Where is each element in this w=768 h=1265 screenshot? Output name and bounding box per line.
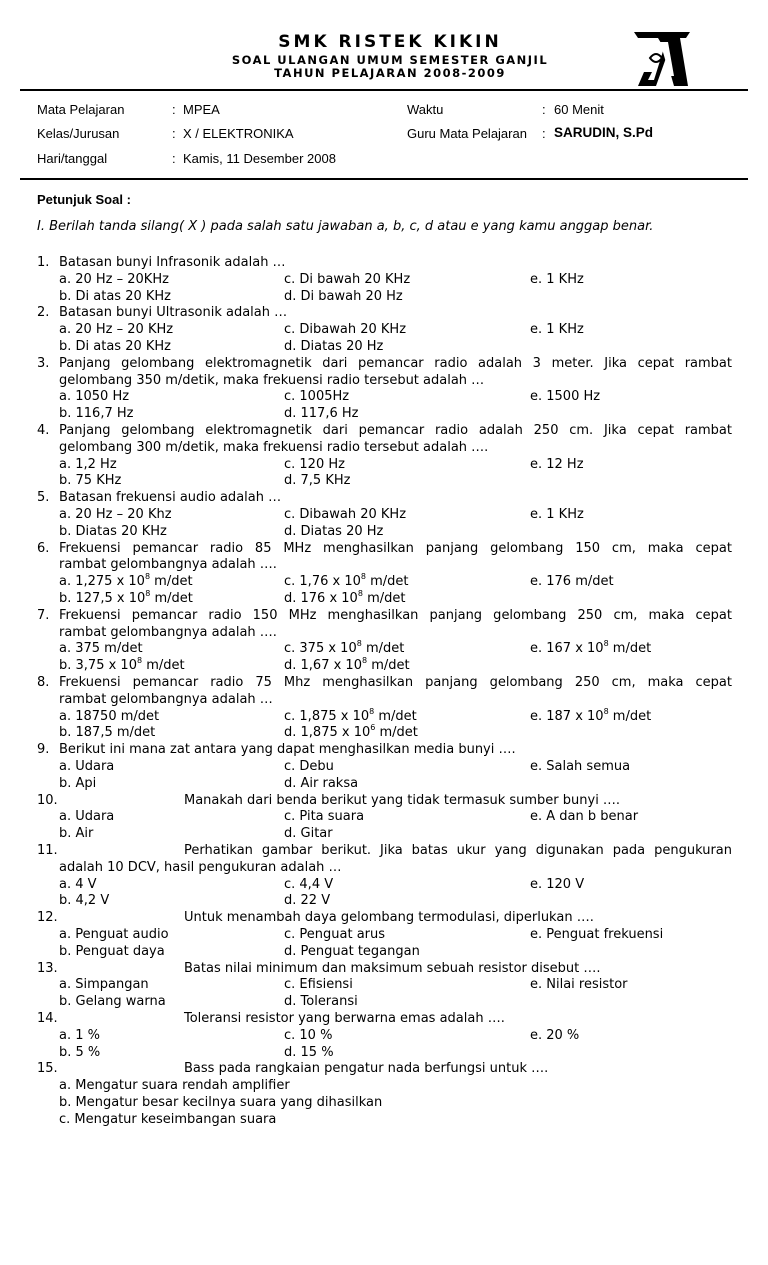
option-d [284,473,350,488]
option-d-text: d. 15 % [284,1044,334,1060]
option-d-unit: m/det [362,591,406,606]
option-a [59,809,114,824]
time-value: 60 Menit [554,102,604,117]
option-d-text: d. Di bawah 20 Hz [284,288,403,304]
option-b-text: b. 3,75 x 10 [59,658,137,674]
question-text-line2: gelombang 350 m/detik, maka frekuensi radio tersebut adalah … [59,372,485,388]
question-text: Batasan frekuensi audio adalah … [59,490,282,506]
question-text: Batasan bunyi Infrasonik adalah … [59,255,286,270]
option-e-text: e. 20 % [530,1027,580,1043]
option-b-text: b. 187,5 m/det [59,725,156,741]
option-b [59,289,171,304]
option-a-text: a. Penguat audio [59,927,169,942]
option-b [59,776,96,791]
question-number: 7. [37,607,50,623]
option-d [284,893,330,908]
option-e-exponent: 8 [603,706,609,716]
option-c [284,457,345,472]
option-a-text: a. 1,275 x 10 [59,574,145,590]
option-b [59,893,109,908]
option-c-text: c. Dibawah 20 KHz [284,507,407,522]
option-d-text: d. 1,67 x 10 [284,658,362,674]
option-a [59,709,159,724]
option-d-text: d. 1,875 x 10 [284,725,371,741]
option-c-text: c. 1005Hz [284,389,350,405]
option-a-text: a. 18750 m/det [59,708,160,724]
option-d-text: d. Toleransi [284,994,358,1010]
option-b-exponent: 8 [145,589,151,598]
option-b-text: b. 127,5 x 10 [59,591,146,606]
question-text-line1: Perhatikan gambar berikut. Jika batas ukur yang digunakan pada pengukuran [184,843,732,858]
academic-year: TAHUN PELAJARAN 2008-2009 [274,66,506,80]
option-b [59,524,167,539]
time-sep: : [542,102,546,117]
option-c-unit: m/det [374,708,417,724]
option-a [59,507,172,522]
teacher-value: SARUDIN, S.Pd [554,125,654,140]
option-d [284,725,418,740]
question-text-line1: Frekuensi pemancar radio 150 MHz menghasilkan panjang gelombang 250 cm, maka cepat [59,607,732,623]
option-a [59,1078,290,1093]
option-b [59,994,166,1009]
school-logo-icon [630,28,694,90]
question-number: 3. [37,355,50,371]
question-number: 9. [37,742,50,758]
option-b-unit: m/det [142,658,185,674]
subject-label: Mata Pelajaran [37,102,125,117]
option-e [530,1028,579,1043]
option-d-exponent: 8 [361,656,368,666]
option-e [530,977,628,992]
option-e [530,507,584,522]
option-b [59,473,121,488]
option-d [284,406,358,421]
school-name: SMK RISTEK KIKIN [278,32,502,52]
option-a [59,977,149,992]
option-c-text: c. 1,76 x 10 [284,574,361,590]
option-a-text: a. Mengatur suara rendah amplifier [59,1078,290,1094]
option-d [284,658,410,673]
option-b-text: b. 5 % [59,1044,101,1060]
option-c [59,1112,276,1127]
option-c-exponent: 8 [360,572,366,582]
subject-value: MPEA [183,102,220,117]
teacher-sep: : [542,126,546,141]
date-value: Kamis, 11 Desember 2008 [183,151,336,166]
question-number: 13. [37,960,58,976]
option-e [530,457,584,472]
option-a [59,574,193,589]
option-d [284,524,383,539]
option-a-text: a. 20 Hz – 20 KHz [59,322,174,338]
class-label: Kelas/Jurusan [37,126,120,141]
option-d-text: d. 22 V [284,893,331,909]
teacher-label: Guru Mata Pelajaran [407,126,527,141]
option-a [59,641,143,656]
option-e [530,877,584,892]
option-d [284,776,358,791]
option-e [530,706,652,724]
question-text-line1: Panjang gelombang elektromagnetik dari pemancar radio adalah 3 meter. Jika cepat rambat [59,355,732,371]
option-e [530,574,614,589]
option-c-text: c. Debu [284,759,334,774]
option-c-text: c. 375 x 10 [284,641,357,657]
question-text: Bass pada rangkaian pengatur nada berfungsi untuk …. [184,1061,549,1077]
question-number: 10. [37,792,58,808]
option-c-text: c. Mengatur keseimbangan suara [59,1111,277,1127]
question-text-line2: adalah 10 DCV, hasil pengukuran adalah … [59,859,342,875]
option-c-exponent: 8 [369,706,375,716]
option-a [59,927,169,942]
option-c-unit: m/det [361,641,405,657]
option-e-unit: m/det [608,641,652,657]
option-c-unit: m/det [365,574,409,590]
option-c-text: c. 120 Hz [284,456,345,472]
class-sep: : [172,126,176,141]
option-b-text: b. Penguat daya [59,943,165,959]
option-a [59,877,97,892]
option-d-text: d. Diatas 20 Hz [284,339,384,354]
question-number: 14. [37,1011,58,1026]
option-b-text: b. 116,7 Hz [59,406,134,422]
option-b [59,406,133,421]
option-a [59,272,169,287]
option-a [59,457,117,472]
option-a-text: a. 1050 Hz [59,389,130,405]
option-d-text: d. 117,6 Hz [284,406,359,422]
option-c [284,641,404,656]
option-e-text: e. 1 KHz [530,322,584,338]
option-a-text: a. Udara [59,759,115,774]
option-c-text: c. 4,4 V [284,876,334,892]
question-number: 2. [37,305,50,321]
question-text: Toleransi resistor yang berwarna emas adalah …. [184,1011,505,1026]
option-c [284,706,417,724]
option-e [530,809,638,824]
option-d-unit: m/det [375,725,418,741]
option-e-text: e. 167 x 10 [530,641,604,657]
option-d [284,591,405,606]
question-number: 12. [37,910,58,926]
option-c-text: c. Efisiensi [284,977,353,993]
option-e [530,759,630,774]
option-a-text: a. 4 V [59,876,97,892]
option-d [284,289,403,304]
option-a [59,1028,100,1043]
question-text-line1: Panjang gelombang elektromagnetik dari pemancar radio adalah 250 cm. Jika cepat rambat [59,423,732,438]
option-b-text: b. Gelang warna [59,994,166,1010]
option-e-text: e. 187 x 10 [530,708,604,724]
option-d-text: d. Diatas 20 Hz [284,523,384,539]
option-d-text: d. Gitar [284,826,333,842]
option-e [530,272,584,287]
instructions-text: I. Berilah tanda silang( X ) pada salah satu jawaban a, b, c, d atau e yang kamu anggap benar. [37,219,654,234]
option-b [59,944,165,959]
option-b [59,339,171,354]
option-d [284,1045,334,1060]
subject-sep: : [172,102,176,117]
question-text: Manakah dari benda berikut yang tidak termasuk sumber bunyi …. [184,792,621,808]
option-a-text: a. Udara [59,809,115,825]
time-label: Waktu [407,102,444,117]
option-e-text: e. 176 m/det [530,574,614,590]
option-a-text: a. 20 Hz – 20KHz [59,271,169,287]
option-d [284,944,420,959]
exam-title: SOAL ULANGAN UMUM SEMESTER GANJIL [231,53,549,67]
option-a-text: a. 1,2 Hz [59,456,117,472]
option-b [59,658,185,673]
question-text-line2: gelombang 300 m/detik, maka frekuensi radio tersebut adalah …. [59,439,489,455]
option-d-text: d. Penguat tegangan [284,943,420,959]
option-b [59,725,155,740]
option-b-exponent: 8 [136,656,143,666]
option-c [284,977,353,992]
option-a-text: a. 375 m/det [59,641,143,657]
question-number: 4. [37,423,50,438]
option-a-text: a. 1 % [59,1027,100,1043]
option-b-text: b. Api [59,775,97,791]
question-number: 5. [37,490,50,506]
option-a [59,322,173,337]
question-number: 6. [37,540,50,556]
option-b-text: b. Di atas 20 KHz [59,288,172,304]
option-d-text: d. 7,5 KHz [284,473,351,489]
option-a-text: a. Simpangan [59,977,149,993]
question-text: Berikut ini mana zat antara yang dapat menghasilkan media bunyi …. [59,742,516,758]
option-d [284,826,333,841]
question-text: Untuk menambah daya gelombang termodulasi, diperlukan …. [184,910,594,926]
date-sep: : [172,151,176,166]
question-number: 15. [37,1061,58,1077]
option-c [284,272,410,287]
option-c [284,1028,332,1043]
question-number: 8. [37,675,50,690]
option-e-text: e. Penguat frekuensi [530,927,664,942]
question-text: Batasan bunyi Ultrasonik adalah … [59,305,288,321]
option-d-exponent: 6 [370,723,376,733]
option-c [284,507,406,522]
option-e [530,322,584,337]
question-number: 11. [37,843,58,858]
option-c [284,759,334,774]
option-e-text: e. 1 KHz [530,507,584,522]
option-e-text: e. A dan b benar [530,809,639,825]
option-e-text: e. Salah semua [530,759,631,774]
option-c [284,574,408,589]
option-c [284,877,333,892]
option-e [530,389,600,404]
option-c-text: c. Dibawah 20 KHz [284,322,407,338]
option-a-unit: m/det [150,574,193,590]
option-a [59,759,114,774]
option-c-text: c. Penguat arus [284,927,386,942]
question-text-line2: rambat gelombangnya adalah …. [59,624,277,640]
question-text-line2: rambat gelombangnya adalah … [59,691,273,707]
option-c [284,927,385,942]
option-b [59,591,193,606]
option-e-unit: m/det [608,708,652,724]
option-b [59,1095,382,1110]
option-c-text: c. Pita suara [284,809,365,825]
option-a-text: a. 20 Hz – 20 Khz [59,507,172,522]
option-c [284,322,406,337]
option-d [284,994,358,1009]
option-e-text: e. 1 KHz [530,271,584,287]
option-b-text: b. 75 KHz [59,473,122,489]
question-text-line1: Frekuensi pemancar radio 85 MHz menghasilkan panjang gelombang 150 cm, maka cepat [59,540,732,556]
question-text: Batas nilai minimum dan maksimum sebuah resistor disebut …. [184,960,601,976]
option-e-exponent: 8 [603,639,609,649]
option-b-text: b. Mengatur besar kecilnya suara yang dihasilkan [59,1095,383,1110]
option-c-text: c. Di bawah 20 KHz [284,271,411,287]
option-d [284,339,383,354]
option-b-text: b. Di atas 20 KHz [59,339,172,354]
option-d-exponent: 8 [357,589,363,598]
option-b-unit: m/det [150,591,193,606]
option-d-text: d. Air raksa [284,775,359,791]
option-a [59,389,129,404]
header-divider-bottom [20,178,748,180]
option-b-text: b. 4,2 V [59,893,110,909]
option-b-text: b. Air [59,826,94,842]
option-c [284,809,364,824]
option-e [530,927,663,942]
question-number: 1. [37,255,50,270]
option-e [530,641,651,656]
option-a-exponent: 8 [144,572,151,582]
option-c-text: c. 1,875 x 10 [284,708,370,724]
question-text-line1: Frekuensi pemancar radio 75 Mhz menghasilkan panjang gelombang 250 cm, maka cepat [59,675,732,690]
option-b-text: b. Diatas 20 KHz [59,523,167,539]
option-b [59,1045,100,1060]
option-e-text: e. 120 V [530,876,585,892]
option-c-text: c. 10 % [284,1027,333,1043]
option-e-text: e. 12 Hz [530,456,584,472]
date-label: Hari/tanggal [37,151,108,166]
option-e-text: e. 1500 Hz [530,389,601,405]
option-d-text: d. 176 x 10 [284,591,358,606]
option-b [59,826,93,841]
class-value: X / ELEKTRONIKA [183,126,294,141]
option-c [284,389,349,404]
option-c-exponent: 8 [356,639,362,649]
header-divider-top [20,89,748,91]
question-text-line2: rambat gelombangnya adalah …. [59,557,277,573]
option-d-unit: m/det [367,658,410,674]
option-e-text: e. Nilai resistor [530,977,628,993]
instructions-heading: Petunjuk Soal : [37,192,131,207]
